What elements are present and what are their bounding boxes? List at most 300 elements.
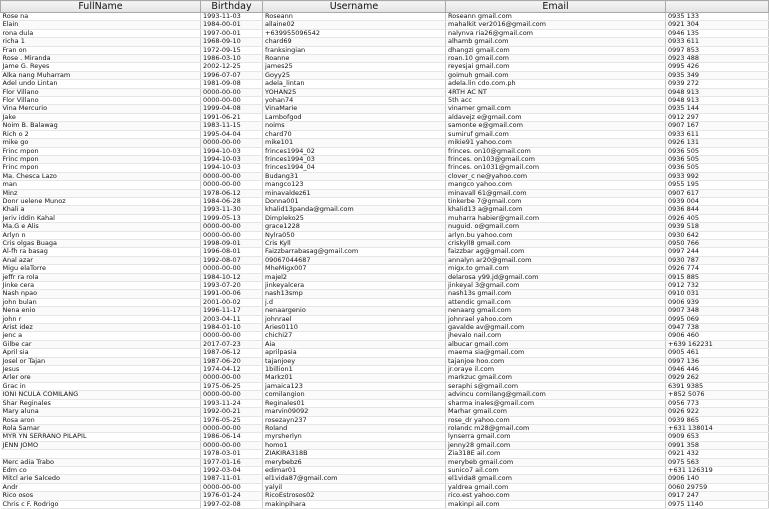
cell-email[interactable]: makinpi ail.com — [446, 500, 666, 508]
cell-phone[interactable]: 0921 432 — [666, 450, 769, 458]
cell-birthday[interactable]: 2001-00-02 — [201, 298, 263, 306]
cell-username[interactable]: Roanne — [263, 55, 446, 63]
cell-email[interactable]: khalid13 a@gmail.com — [446, 206, 666, 214]
cell-username[interactable]: rosezayn237 — [263, 416, 446, 424]
cell-birthday[interactable]: 1984-06-28 — [201, 197, 263, 205]
cell-phone[interactable]: 0912 732 — [666, 282, 769, 290]
cell-phone[interactable]: 0930 642 — [666, 231, 769, 239]
cell-birthday[interactable]: 1993-11-24 — [201, 399, 263, 407]
cell-fullname[interactable]: Elain — [1, 21, 201, 29]
table-row[interactable] — [1, 340, 769, 348]
cell-email[interactable]: lynserra gmail.com — [446, 433, 666, 441]
cell-fullname[interactable]: Jeriv iddin Kahal — [1, 214, 201, 222]
table-row[interactable] — [1, 357, 769, 365]
cell-email[interactable]: mikie91 yahoo.com — [446, 139, 666, 147]
cell-phone[interactable]: 0912 297 — [666, 113, 769, 121]
cell-username[interactable]: RicoEstrosos02 — [263, 492, 446, 500]
cell-fullname[interactable]: Khali a — [1, 206, 201, 214]
table-row[interactable] — [1, 46, 769, 54]
cell-username[interactable]: Faizzbarrabasag@gmail.com — [263, 248, 446, 256]
cell-birthday[interactable]: 1978-06-12 — [201, 189, 263, 197]
cell-email[interactable]: roan.10 gmail.com — [446, 55, 666, 63]
cell-fullname[interactable]: Arlyn n — [1, 231, 201, 239]
cell-phone[interactable]: 0929 262 — [666, 374, 769, 382]
cell-phone[interactable]: 0917 247 — [666, 492, 769, 500]
cell-email[interactable]: gavalde av@gmail.com — [446, 324, 666, 332]
cell-fullname[interactable]: Jake — [1, 113, 201, 121]
cell-username[interactable]: majel2 — [263, 273, 446, 281]
cell-username[interactable]: Lambofgod — [263, 113, 446, 121]
cell-birthday[interactable]: 2002-12-25 — [201, 63, 263, 71]
cell-username[interactable]: frinces1994_04 — [263, 164, 446, 172]
cell-birthday[interactable]: 1994-10-03 — [201, 155, 263, 163]
cell-email[interactable]: nash13s gmail.com — [446, 290, 666, 298]
cell-username[interactable]: Budang31 — [263, 172, 446, 180]
cell-birthday[interactable]: 1974-04-12 — [201, 366, 263, 374]
cell-phone[interactable]: 0933 992 — [666, 172, 769, 180]
cell-fullname[interactable]: Flor Villano — [1, 88, 201, 96]
cell-phone[interactable]: 0995 069 — [666, 315, 769, 323]
cell-phone[interactable]: 0930 787 — [666, 256, 769, 264]
cell-username[interactable]: +639955096542 — [263, 29, 446, 37]
cell-birthday[interactable]: 1998-09-01 — [201, 239, 263, 247]
cell-username[interactable]: chard69 — [263, 38, 446, 46]
cell-username[interactable]: Roseann — [263, 13, 446, 21]
cell-email[interactable]: Marhar gmail.com — [446, 408, 666, 416]
table-row[interactable] — [1, 197, 769, 205]
cell-username[interactable]: Reginales01 — [263, 399, 446, 407]
cell-email[interactable]: seraphi s@gmail.com — [446, 382, 666, 390]
table-row[interactable] — [1, 450, 769, 458]
cell-email[interactable]: sunico7 ail.com — [446, 466, 666, 474]
cell-username[interactable]: homo1 — [263, 441, 446, 449]
table-row[interactable] — [1, 492, 769, 500]
cell-email[interactable]: 4RTH AC NT — [446, 88, 666, 96]
cell-phone[interactable]: 0935 133 — [666, 13, 769, 21]
cell-fullname[interactable]: Jame G. Reyes — [1, 63, 201, 71]
cell-username[interactable]: Dimpleko25 — [263, 214, 446, 222]
table-row[interactable] — [1, 349, 769, 357]
cell-username[interactable]: 09067044687 — [263, 256, 446, 264]
table-row[interactable] — [1, 366, 769, 374]
cell-username[interactable]: nenaargenio — [263, 307, 446, 315]
table-row[interactable] — [1, 113, 769, 121]
cell-birthday[interactable]: 1977-01-16 — [201, 458, 263, 466]
cell-phone[interactable]: 0060 29759 — [666, 483, 769, 491]
cell-fullname[interactable]: Nash npao — [1, 290, 201, 298]
cell-birthday[interactable]: 1997-00-01 — [201, 29, 263, 37]
cell-email[interactable]: reyesjai gmail.com — [446, 63, 666, 71]
cell-phone[interactable]: 0935 349 — [666, 71, 769, 79]
table-row[interactable] — [1, 391, 769, 399]
cell-phone[interactable]: 0906 939 — [666, 298, 769, 306]
cell-fullname[interactable]: Arist idez — [1, 324, 201, 332]
cell-email[interactable]: criskyll8 gmail.com — [446, 239, 666, 247]
table-row[interactable] — [1, 214, 769, 222]
cell-fullname[interactable]: rona dula — [1, 29, 201, 37]
cell-email[interactable]: tajanjoe hoo.com — [446, 357, 666, 365]
cell-email[interactable]: jenny28 gmail.com — [446, 441, 666, 449]
cell-phone[interactable]: 0936 505 — [666, 164, 769, 172]
cell-fullname[interactable]: Frinc mpon — [1, 147, 201, 155]
cell-username[interactable]: Goyy25 — [263, 71, 446, 79]
cell-birthday[interactable]: 1992-00-21 — [201, 408, 263, 416]
cell-birthday[interactable]: 0000-00-00 — [201, 441, 263, 449]
cell-fullname[interactable]: Frinc mpon — [1, 155, 201, 163]
cell-fullname[interactable]: Jesus — [1, 366, 201, 374]
table-row[interactable] — [1, 181, 769, 189]
cell-email[interactable]: jr.oraye il.com — [446, 366, 666, 374]
cell-email[interactable]: aldavejz e@gmail.com — [446, 113, 666, 121]
cell-fullname[interactable]: Al-fh ra basag — [1, 248, 201, 256]
cell-username[interactable]: yohan74 — [263, 97, 446, 105]
cell-phone[interactable]: 0926 405 — [666, 214, 769, 222]
cell-birthday[interactable]: 1978-03-01 — [201, 450, 263, 458]
cell-birthday[interactable]: 1994-10-03 — [201, 147, 263, 155]
cell-email[interactable]: annalyn ar20@gmail.com — [446, 256, 666, 264]
table-row[interactable] — [1, 307, 769, 315]
cell-birthday[interactable]: 0000-00-00 — [201, 332, 263, 340]
cell-fullname[interactable] — [1, 450, 201, 458]
cell-phone[interactable]: +639 162231 — [666, 340, 769, 348]
cell-birthday[interactable]: 0000-00-00 — [201, 424, 263, 432]
cell-username[interactable]: yalyil — [263, 483, 446, 491]
cell-email[interactable]: tinkerbe 7@gmail.com — [446, 197, 666, 205]
table-row[interactable] — [1, 164, 769, 172]
table-row[interactable] — [1, 63, 769, 71]
cell-birthday[interactable]: 1999-05-13 — [201, 214, 263, 222]
cell-fullname[interactable]: Chris c F. Rodrigo — [1, 500, 201, 508]
table-row[interactable] — [1, 248, 769, 256]
cell-phone[interactable]: 0975 1140 — [666, 500, 769, 508]
table-row[interactable] — [1, 500, 769, 508]
cell-phone[interactable]: 0933 611 — [666, 130, 769, 138]
cell-phone[interactable]: 0956 773 — [666, 399, 769, 407]
cell-phone[interactable]: +631 138014 — [666, 424, 769, 432]
cell-email[interactable]: el1vida8 gmail.com — [446, 475, 666, 483]
table-row[interactable] — [1, 88, 769, 96]
table-row[interactable] — [1, 374, 769, 382]
column-header-fullname[interactable]: FullName — [1, 1, 201, 13]
cell-username[interactable]: allaine02 — [263, 21, 446, 29]
table-row[interactable] — [1, 458, 769, 466]
table-row[interactable] — [1, 382, 769, 390]
cell-birthday[interactable]: 0000-00-00 — [201, 97, 263, 105]
cell-phone[interactable]: 0906 460 — [666, 332, 769, 340]
cell-email[interactable]: muharra habier@gmail.com — [446, 214, 666, 222]
table-row[interactable] — [1, 172, 769, 180]
cell-fullname[interactable]: Gilbe car — [1, 340, 201, 348]
cell-phone[interactable]: 0955 195 — [666, 181, 769, 189]
cell-email[interactable]: jinkeyal 3@gmail.com — [446, 282, 666, 290]
cell-username[interactable]: merybebz6 — [263, 458, 446, 466]
table-row[interactable] — [1, 80, 769, 88]
cell-phone[interactable]: 0910 031 — [666, 290, 769, 298]
cell-phone[interactable]: 0991 358 — [666, 441, 769, 449]
column-header-birthday[interactable]: Birthday — [201, 1, 263, 13]
cell-phone[interactable]: 0946 135 — [666, 29, 769, 37]
cell-email[interactable]: vinamer gmail.com — [446, 105, 666, 113]
cell-birthday[interactable]: 1994-10-03 — [201, 164, 263, 172]
table-row[interactable] — [1, 424, 769, 432]
cell-phone[interactable]: 6391 9385 — [666, 382, 769, 390]
cell-birthday[interactable]: 0000-00-00 — [201, 265, 263, 273]
table-row[interactable] — [1, 298, 769, 306]
cell-username[interactable]: Donna001 — [263, 197, 446, 205]
cell-username[interactable]: tajanjoey — [263, 357, 446, 365]
cell-email[interactable]: nuguid. o@gmail.com — [446, 223, 666, 231]
cell-username[interactable]: johnrael — [263, 315, 446, 323]
table-row[interactable] — [1, 324, 769, 332]
cell-phone[interactable]: 0926 774 — [666, 265, 769, 273]
cell-birthday[interactable]: 1986-06-14 — [201, 433, 263, 441]
cell-username[interactable]: nash13smp — [263, 290, 446, 298]
cell-birthday[interactable]: 0000-00-00 — [201, 181, 263, 189]
cell-username[interactable]: chard70 — [263, 130, 446, 138]
cell-birthday[interactable]: 1984-01-10 — [201, 324, 263, 332]
cell-username[interactable]: khalid13panda@gmail.com — [263, 206, 446, 214]
column-header-phone[interactable] — [666, 1, 769, 13]
table-row[interactable] — [1, 290, 769, 298]
cell-username[interactable]: adela_lintan — [263, 80, 446, 88]
cell-username[interactable]: chichi27 — [263, 332, 446, 340]
cell-fullname[interactable]: Anal azar — [1, 256, 201, 264]
cell-birthday[interactable]: 1997-02-08 — [201, 500, 263, 508]
cell-username[interactable]: edimar01 — [263, 466, 446, 474]
cell-email[interactable]: Roseann gmail.com — [446, 13, 666, 21]
cell-fullname[interactable]: Donr uelene Munoz — [1, 197, 201, 205]
table-row[interactable] — [1, 256, 769, 264]
cell-username[interactable]: franksingian — [263, 46, 446, 54]
cell-phone[interactable]: 0947 738 — [666, 324, 769, 332]
cell-phone[interactable]: 0933 611 — [666, 38, 769, 46]
table-row[interactable] — [1, 475, 769, 483]
cell-email[interactable]: faizzbar ag@gmail.com — [446, 248, 666, 256]
cell-phone[interactable]: 0907 617 — [666, 189, 769, 197]
table-row[interactable] — [1, 206, 769, 214]
cell-username[interactable]: myrsherlyn — [263, 433, 446, 441]
cell-email[interactable]: frinces. on103@gmail.com — [446, 155, 666, 163]
cell-phone[interactable]: 0906 140 — [666, 475, 769, 483]
cell-username[interactable]: frinces1994_03 — [263, 155, 446, 163]
cell-fullname[interactable]: Rose na — [1, 13, 201, 21]
cell-username[interactable]: j.d — [263, 298, 446, 306]
table-row[interactable] — [1, 239, 769, 247]
cell-username[interactable]: aprilpasia — [263, 349, 446, 357]
cell-username[interactable]: ZIAKIRA318B — [263, 450, 446, 458]
cell-username[interactable]: jinkeyalcera — [263, 282, 446, 290]
table-row[interactable] — [1, 399, 769, 407]
cell-username[interactable]: Aries0110 — [263, 324, 446, 332]
cell-birthday[interactable]: 0000-00-00 — [201, 139, 263, 147]
cell-email[interactable]: markzuc gmail.com — [446, 374, 666, 382]
cell-phone[interactable]: 0923 488 — [666, 55, 769, 63]
cell-phone[interactable]: 0936 505 — [666, 155, 769, 163]
table-row[interactable] — [1, 29, 769, 37]
cell-phone[interactable]: 0926 131 — [666, 139, 769, 147]
cell-birthday[interactable]: 0000-00-00 — [201, 88, 263, 96]
cell-username[interactable]: noims — [263, 122, 446, 130]
cell-fullname[interactable]: Ma. Chesca Lazo — [1, 172, 201, 180]
table-row[interactable] — [1, 147, 769, 155]
cell-fullname[interactable]: Nena enio — [1, 307, 201, 315]
cell-email[interactable]: goimuh gmail.com — [446, 71, 666, 79]
cell-username[interactable]: frinces1994_02 — [263, 147, 446, 155]
cell-birthday[interactable]: 1993-11-03 — [201, 13, 263, 21]
cell-birthday[interactable]: 1976-01-24 — [201, 492, 263, 500]
cell-phone[interactable]: 0907 167 — [666, 122, 769, 130]
cell-birthday[interactable]: 1981-09-08 — [201, 80, 263, 88]
cell-phone[interactable]: +631 126319 — [666, 466, 769, 474]
table-row[interactable] — [1, 433, 769, 441]
cell-email[interactable]: delarosa y99.jd@gmail.com — [446, 273, 666, 281]
cell-fullname[interactable]: Rico osos — [1, 492, 201, 500]
table-row[interactable] — [1, 130, 769, 138]
cell-birthday[interactable]: 1987-06-12 — [201, 349, 263, 357]
table-row[interactable] — [1, 13, 769, 21]
cell-username[interactable]: james25 — [263, 63, 446, 71]
table-row[interactable] — [1, 466, 769, 474]
cell-fullname[interactable]: Noim B. Balawag — [1, 122, 201, 130]
cell-username[interactable]: Aia — [263, 340, 446, 348]
table-row[interactable] — [1, 273, 769, 281]
table-row[interactable] — [1, 55, 769, 63]
cell-phone[interactable]: 0950 766 — [666, 239, 769, 247]
table-row[interactable] — [1, 189, 769, 197]
cell-birthday[interactable]: 1975-06-25 — [201, 382, 263, 390]
table-row[interactable] — [1, 38, 769, 46]
cell-fullname[interactable]: Grac in — [1, 382, 201, 390]
cell-fullname[interactable]: Minz — [1, 189, 201, 197]
cell-birthday[interactable]: 1996-07-07 — [201, 71, 263, 79]
cell-username[interactable]: el1vida87@gmail.com — [263, 475, 446, 483]
table-row[interactable] — [1, 71, 769, 79]
cell-birthday[interactable]: 1995-04-04 — [201, 130, 263, 138]
cell-phone[interactable]: 0939 865 — [666, 416, 769, 424]
cell-fullname[interactable]: Rich o 2 — [1, 130, 201, 138]
cell-phone[interactable]: 0997 244 — [666, 248, 769, 256]
cell-fullname[interactable]: man — [1, 181, 201, 189]
cell-phone[interactable]: 0936 505 — [666, 147, 769, 155]
cell-username[interactable]: VinaMarie — [263, 105, 446, 113]
cell-fullname[interactable]: Vina Mercurio — [1, 105, 201, 113]
cell-email[interactable]: sharma inales@gmail.com — [446, 399, 666, 407]
cell-username[interactable]: makinpihara — [263, 500, 446, 508]
cell-fullname[interactable]: Mary aluna — [1, 408, 201, 416]
cell-username[interactable]: MheMigx007 — [263, 265, 446, 273]
cell-fullname[interactable]: john r — [1, 315, 201, 323]
table-row[interactable] — [1, 315, 769, 323]
cell-email[interactable]: nenaarg gmail.com — [446, 307, 666, 315]
cell-phone[interactable]: 0946 446 — [666, 366, 769, 374]
cell-birthday[interactable]: 1987-11-01 — [201, 475, 263, 483]
cell-birthday[interactable]: 1991-06-21 — [201, 113, 263, 121]
cell-fullname[interactable]: john bulan — [1, 298, 201, 306]
cell-birthday[interactable]: 1986-03-10 — [201, 55, 263, 63]
cell-email[interactable]: advincu comilang@gmail.com — [446, 391, 666, 399]
cell-birthday[interactable]: 0000-00-00 — [201, 374, 263, 382]
cell-email[interactable]: yaldrea gmail.com — [446, 483, 666, 491]
cell-email[interactable]: samonte e@gmail.com — [446, 122, 666, 130]
cell-email[interactable]: maema sia@gmail.com — [446, 349, 666, 357]
cell-phone[interactable]: 0975 563 — [666, 458, 769, 466]
cell-birthday[interactable]: 1972-09-15 — [201, 46, 263, 54]
cell-fullname[interactable]: Arler ore — [1, 374, 201, 382]
cell-birthday[interactable]: 1984-00-01 — [201, 21, 263, 29]
cell-username[interactable]: marvin09092 — [263, 408, 446, 416]
cell-phone[interactable]: +852 5076 — [666, 391, 769, 399]
cell-phone[interactable]: 0997 853 — [666, 46, 769, 54]
cell-username[interactable]: jamaica123 — [263, 382, 446, 390]
cell-phone[interactable]: 0948 913 — [666, 88, 769, 96]
cell-email[interactable]: migx.to gmail.com — [446, 265, 666, 273]
table-row[interactable] — [1, 483, 769, 491]
cell-username[interactable]: Markz01 — [263, 374, 446, 382]
cell-fullname[interactable]: IONI NCULA COMILANG — [1, 391, 201, 399]
cell-fullname[interactable]: MYR YN SERRANO PILAPIL — [1, 433, 201, 441]
cell-email[interactable]: attendic gmail.com — [446, 298, 666, 306]
cell-phone[interactable]: 0939 004 — [666, 197, 769, 205]
table-row[interactable] — [1, 21, 769, 29]
table-row[interactable] — [1, 139, 769, 147]
cell-phone[interactable]: 0939 272 — [666, 80, 769, 88]
cell-email[interactable]: mahalkit ver2016@gmail.com — [446, 21, 666, 29]
cell-username[interactable]: YOHAN25 — [263, 88, 446, 96]
cell-birthday[interactable]: 1999-04-08 — [201, 105, 263, 113]
cell-fullname[interactable]: richa 1 — [1, 38, 201, 46]
cell-birthday[interactable]: 1976-05-25 — [201, 416, 263, 424]
cell-fullname[interactable]: Edm co — [1, 466, 201, 474]
cell-phone[interactable]: 0909 653 — [666, 433, 769, 441]
table-row[interactable] — [1, 416, 769, 424]
cell-username[interactable]: Roland — [263, 424, 446, 432]
cell-phone[interactable]: 0935 144 — [666, 105, 769, 113]
cell-birthday[interactable]: 1996-11-17 — [201, 307, 263, 315]
cell-fullname[interactable]: Jinke cera — [1, 282, 201, 290]
cell-username[interactable]: Nylra050 — [263, 231, 446, 239]
cell-birthday[interactable]: 1996-08-01 — [201, 248, 263, 256]
cell-birthday[interactable]: 0000-00-00 — [201, 391, 263, 399]
cell-email[interactable]: dhangzi gmail.com — [446, 46, 666, 54]
cell-username[interactable]: mangco123 — [263, 181, 446, 189]
cell-fullname[interactable]: jenc a — [1, 332, 201, 340]
cell-phone[interactable]: 0936 844 — [666, 206, 769, 214]
table-row[interactable] — [1, 282, 769, 290]
cell-fullname[interactable]: Adel undo Lintan — [1, 80, 201, 88]
cell-username[interactable]: minavaldez61 — [263, 189, 446, 197]
cell-fullname[interactable]: April sia — [1, 349, 201, 357]
cell-email[interactable]: albucar gmail.com — [446, 340, 666, 348]
cell-fullname[interactable]: jeffr ra rola — [1, 273, 201, 281]
cell-phone[interactable]: 0926 922 — [666, 408, 769, 416]
cell-fullname[interactable]: Josel or Tajan — [1, 357, 201, 365]
cell-phone[interactable]: 0995 426 — [666, 63, 769, 71]
cell-birthday[interactable]: 1968-09-10 — [201, 38, 263, 46]
table-row[interactable] — [1, 332, 769, 340]
table-row[interactable] — [1, 105, 769, 113]
cell-phone[interactable]: 0907 348 — [666, 307, 769, 315]
cell-email[interactable]: rico.est yahoo.com — [446, 492, 666, 500]
cell-email[interactable]: johnrael yahoo.com — [446, 315, 666, 323]
cell-email[interactable]: mangco yahoo.com — [446, 181, 666, 189]
cell-email[interactable]: 5th acc — [446, 97, 666, 105]
cell-fullname[interactable]: Merc adia Trabo — [1, 458, 201, 466]
cell-birthday[interactable]: 1991-00-06 — [201, 290, 263, 298]
cell-birthday[interactable]: 0000-00-00 — [201, 483, 263, 491]
cell-email[interactable]: arlyn.bu yahoo.com — [446, 231, 666, 239]
cell-fullname[interactable]: Mitcl arie Salcedo — [1, 475, 201, 483]
cell-phone[interactable]: 0939 518 — [666, 223, 769, 231]
